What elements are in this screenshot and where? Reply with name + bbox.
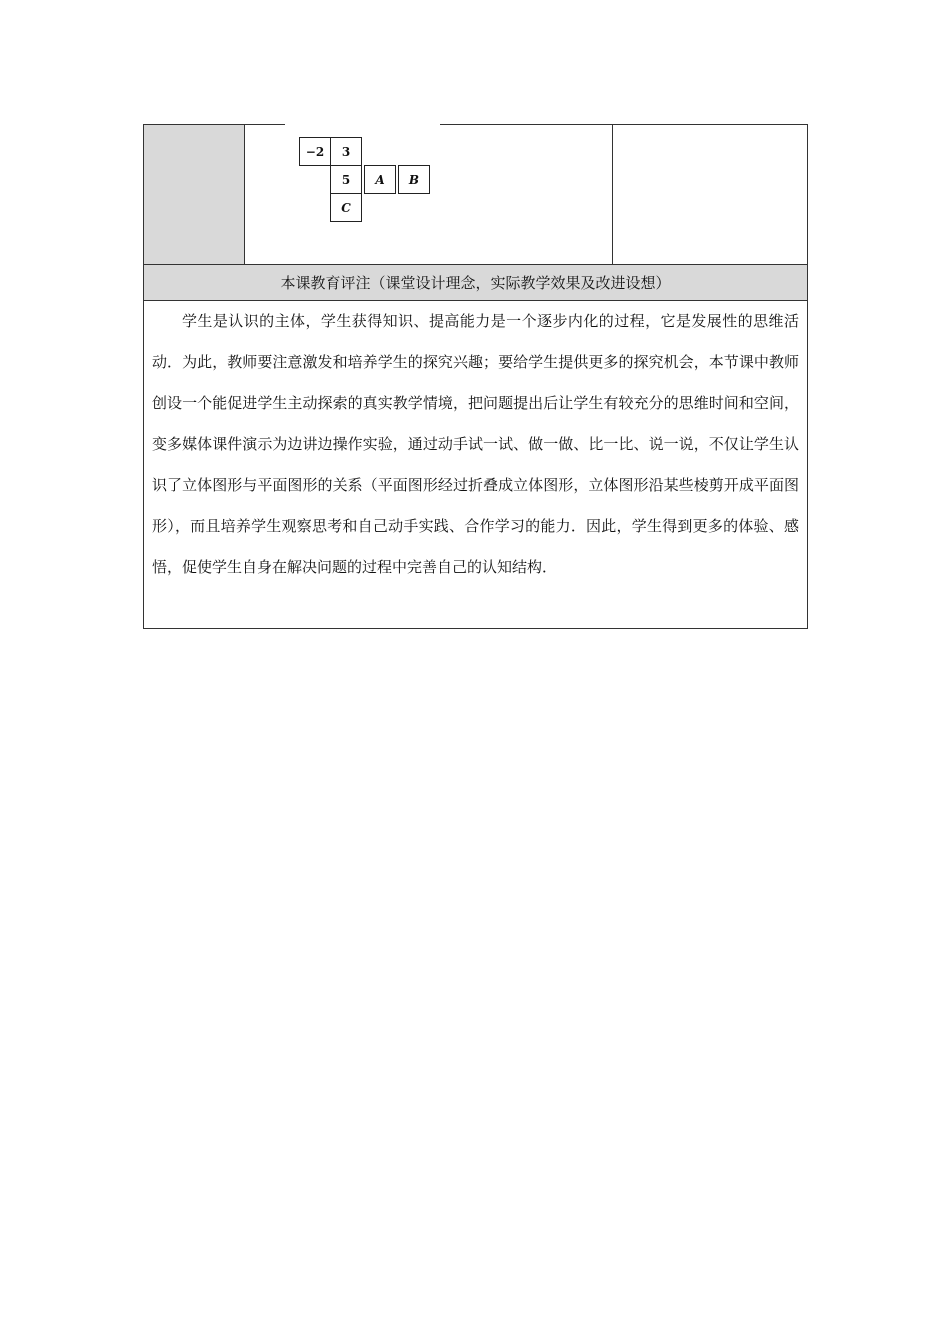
net-cell-neg2: −2 [299, 137, 331, 166]
net-cell-3: 3 [330, 137, 362, 166]
lesson-table [143, 124, 808, 629]
commentary-text: 学生是认识的主体，学生获得知识、提高能力是一个逐步内化的过程，它是发展性的思维活动．为此，教师要注意激发和培养学生的探究兴趣；要给学生提供更多的探究机会，本节课中教师创设一个能促进学生主动探索的真实教学情境，把问题提出后让学生有较充分的思维时间和空间，变多媒体课件演示为边讲边操作实验，通过动手试一试、做一做、比一比、说一说，不仅让学生认识了立体图形与平面图形的关系（平面图形经过折叠成立体图形，立体图形沿某些棱剪开成平面图形），而且培养学生观察思考和自己动手实践、合作学习的能力．因此，学生得到更多的体验、感悟，促使学生自身在解决问题的过程中完善自己的认知结构． [152, 312, 799, 576]
table-cell-notes [613, 125, 807, 264]
net-cell-a: A [364, 165, 396, 194]
table-cell-label [144, 125, 245, 264]
net-cell-b: B [398, 165, 430, 194]
net-cell-5: 5 [330, 165, 362, 194]
table-cell-figure [245, 125, 613, 264]
net-cell-c: C [330, 193, 362, 222]
commentary-header: 本课教育评注（课堂设计理念，实际教学效果及改进设想） [144, 265, 807, 301]
commentary-body [144, 301, 807, 629]
border-gap [285, 123, 440, 126]
table-top-row [144, 125, 807, 265]
